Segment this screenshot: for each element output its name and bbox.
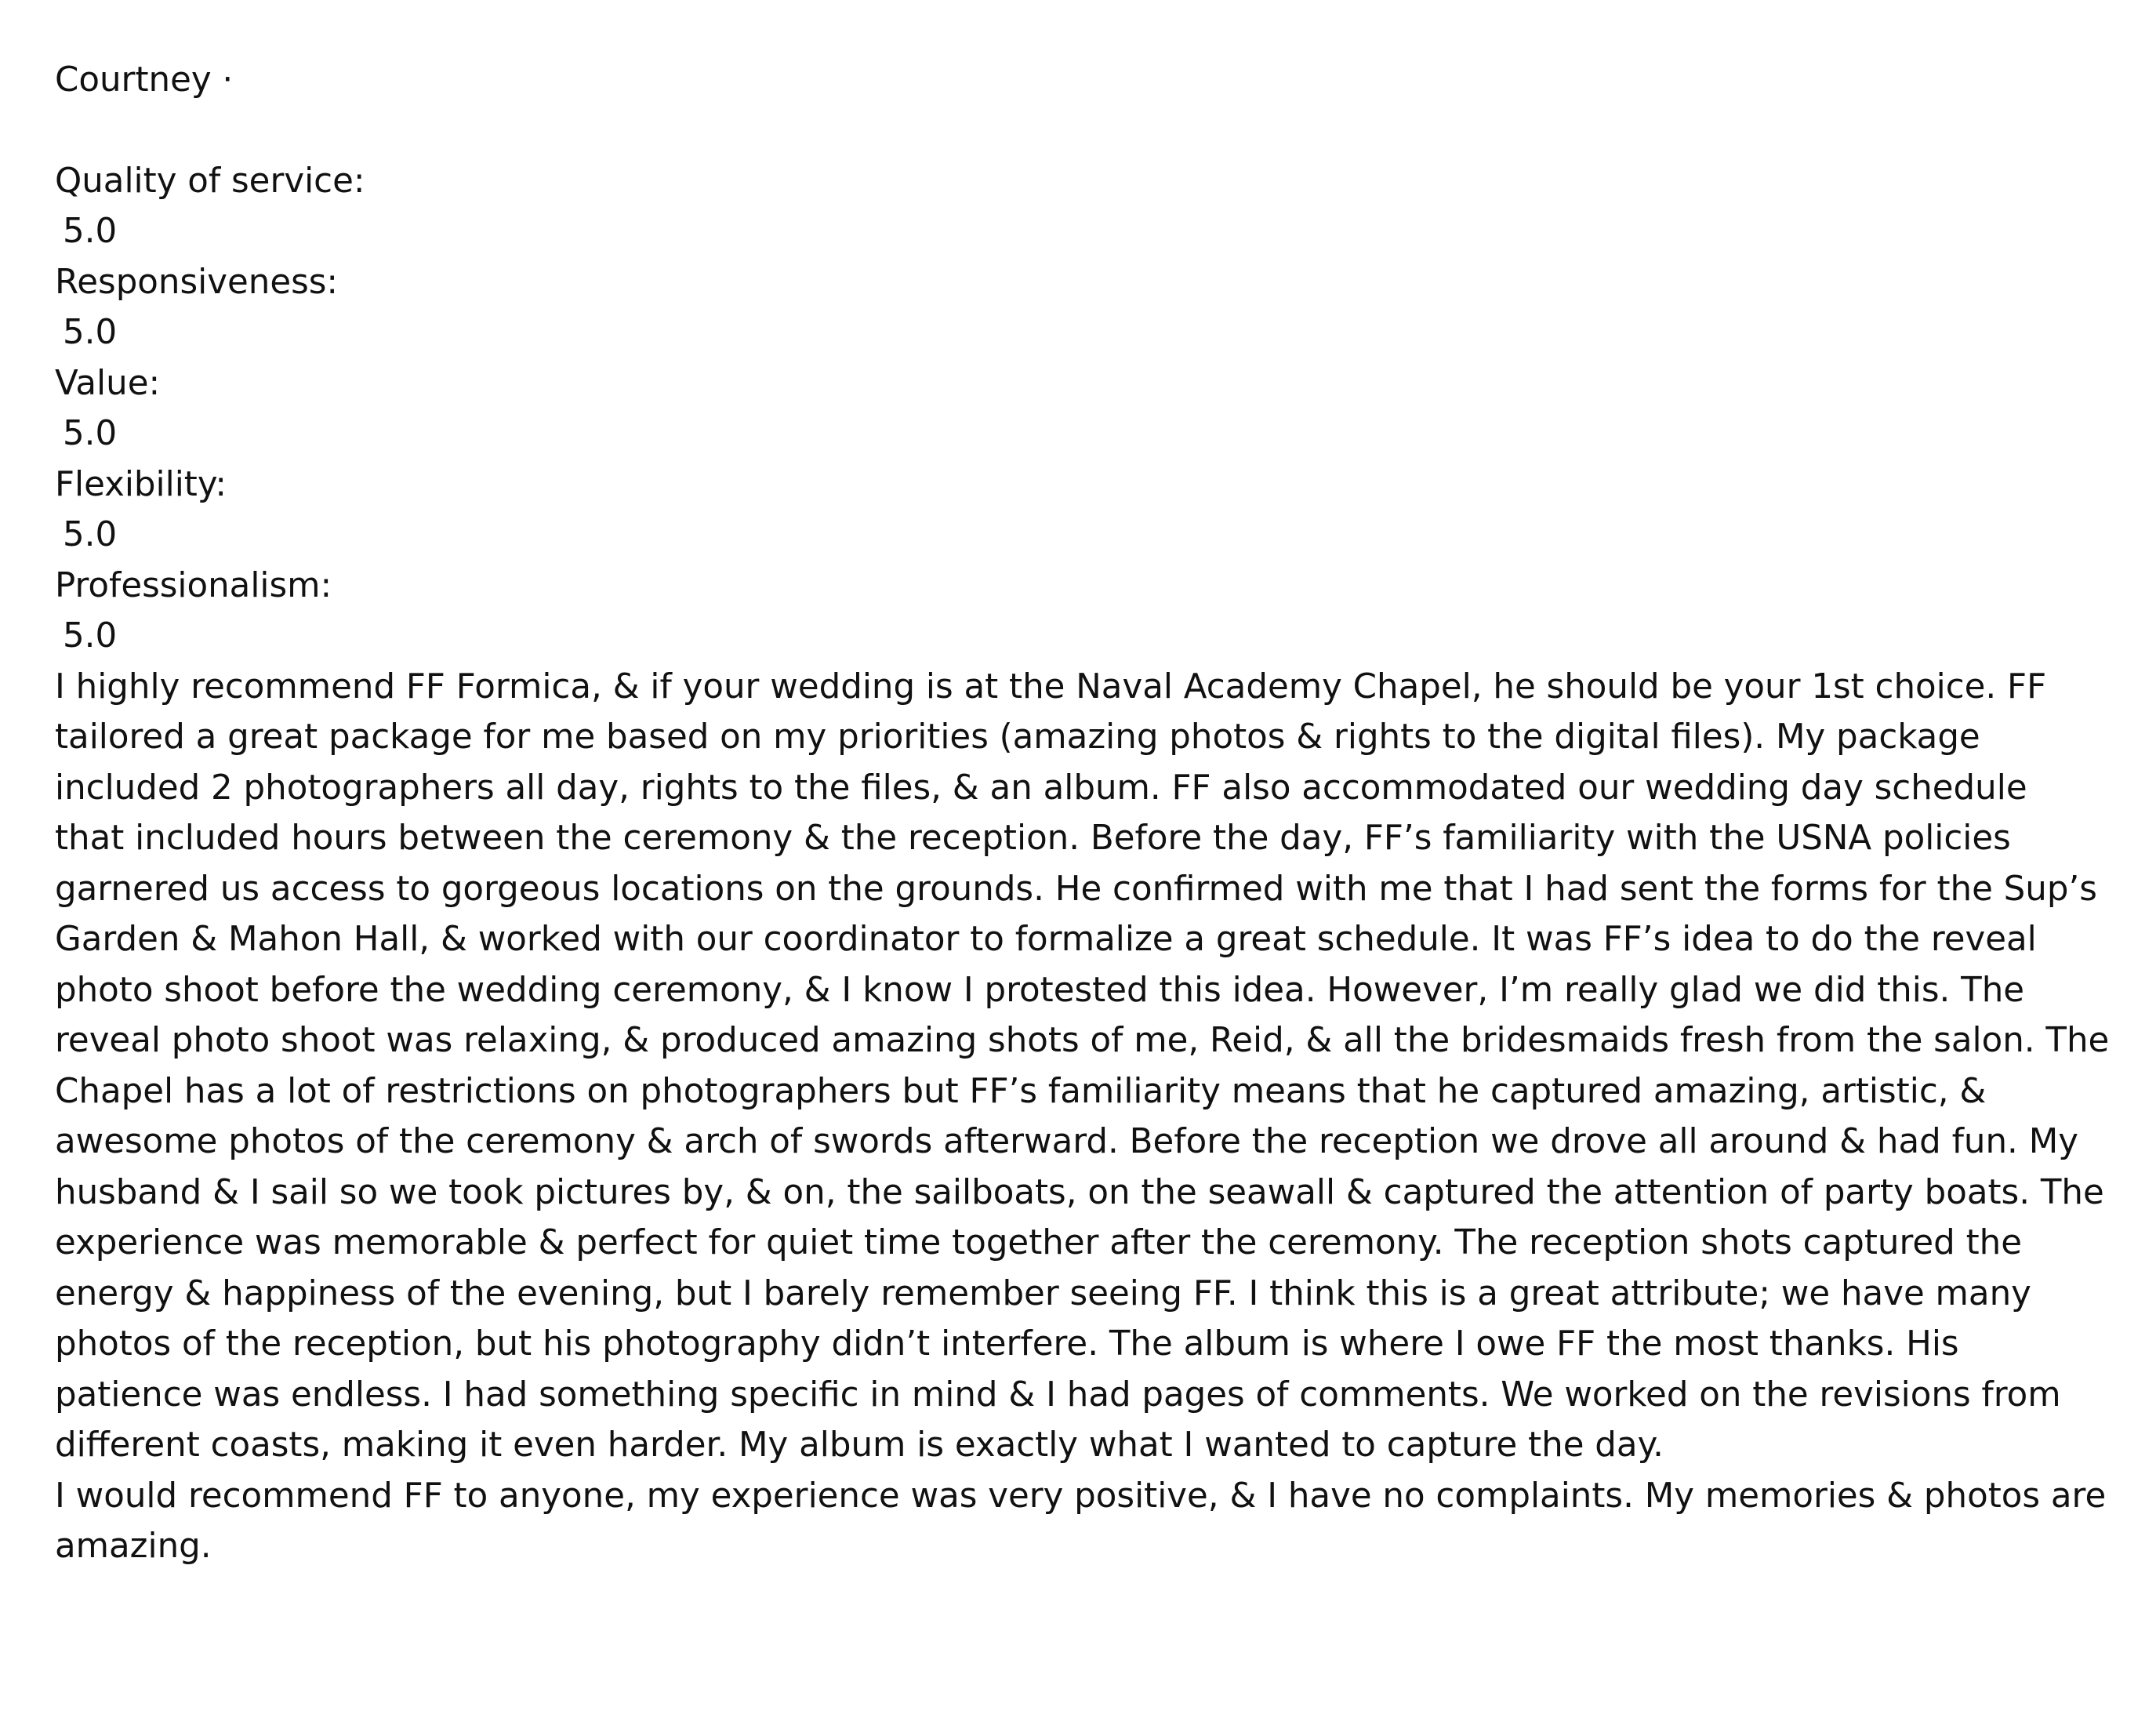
rating-label-value: Value:: [55, 363, 161, 403]
review-body-line: included 2 photographers all day, rights to the files, & an album. FF also accommodated our wedding day schedule: [55, 768, 2027, 808]
rating-score-value: 5.0: [63, 414, 118, 453]
review-body-line: that included hours between the ceremony & the reception. Before the day, FF’s familiarity with the USNA policies: [55, 819, 2011, 858]
review-body-line: garnered us access to gorgeous locations on the grounds. He confirmed with me that I had sent the forms for the Sup’s: [55, 869, 2097, 909]
review-body-line: awesome photos of the ceremony & arch of swords afterward. Before the reception we drove all around & had fun. My: [55, 1122, 2078, 1161]
rating-score-flexibility: 5.0: [63, 515, 118, 554]
rating-score-responsiveness: 5.0: [63, 313, 118, 352]
spacer: [55, 106, 2125, 156]
review-body-line: tailored a great package for me based on my priorities (amazing photos & rights to the digital files). My package: [55, 717, 1980, 757]
rating-label-responsiveness: Responsiveness:: [55, 262, 339, 302]
review-body-line: photo shoot before the wedding ceremony, & I know I protested this idea. However, I’m really glad we did this. The: [55, 970, 2025, 1010]
review-body-line: husband & I sail so we took pictures by, & on, the sailboats, on the seawall & captured the attention of party boats. The: [55, 1172, 2104, 1212]
rating-score-professionalism: 5.0: [63, 616, 118, 656]
review-body-line: Garden & Mahon Hall, & worked with our coordinator to formalize a great schedule. It was FF’s idea to do the reveal: [55, 920, 2037, 959]
review-body-line: amazing.: [55, 1527, 212, 1566]
review-body-line: experience was memorable & perfect for quiet time together after the ceremony. The reception shots captured the: [55, 1223, 2022, 1262]
review-document: [55, 55, 2125, 1572]
review-body: [55, 662, 2125, 1572]
review-body-line: I would recommend FF to anyone, my experience was very positive, & I have no complaints. My memories & photos are: [55, 1476, 2107, 1516]
review-body-line: I highly recommend FF Formica, & if your wedding is at the Naval Academy Chapel, he should be your 1st choice. FF: [55, 666, 2047, 706]
rating-label-quality: Quality of service:: [55, 161, 365, 201]
rating-score-quality: 5.0: [63, 212, 118, 251]
reviewer-name: Courtney ·: [55, 60, 234, 100]
review-body-line: reveal photo shoot was relaxing, & produced amazing shots of me, Reid, & all the bridesmaids fresh from the salon. The: [55, 1021, 2110, 1060]
rating-label-professionalism: Professionalism:: [55, 565, 332, 605]
rating-label-flexibility: Flexibility:: [55, 464, 227, 504]
review-body-line: Chapel has a lot of restrictions on photographers but FF’s familiarity means that he captured amazing, artistic, &: [55, 1071, 1987, 1111]
review-body-line: different coasts, making it even harder. My album is exactly what I wanted to capture the day.: [55, 1425, 1664, 1465]
review-body-line: photos of the reception, but his photography didn’t interfere. The album is where I owe FF the most thanks. His: [55, 1324, 1959, 1364]
review-body-line: patience was endless. I had something specific in mind & I had pages of comments. We worked on the revisions from: [55, 1375, 2061, 1414]
ratings-list: [55, 156, 2125, 662]
review-body-line: energy & happiness of the evening, but I barely remember seeing FF. I think this is a great attribute; we have many: [55, 1273, 2031, 1313]
